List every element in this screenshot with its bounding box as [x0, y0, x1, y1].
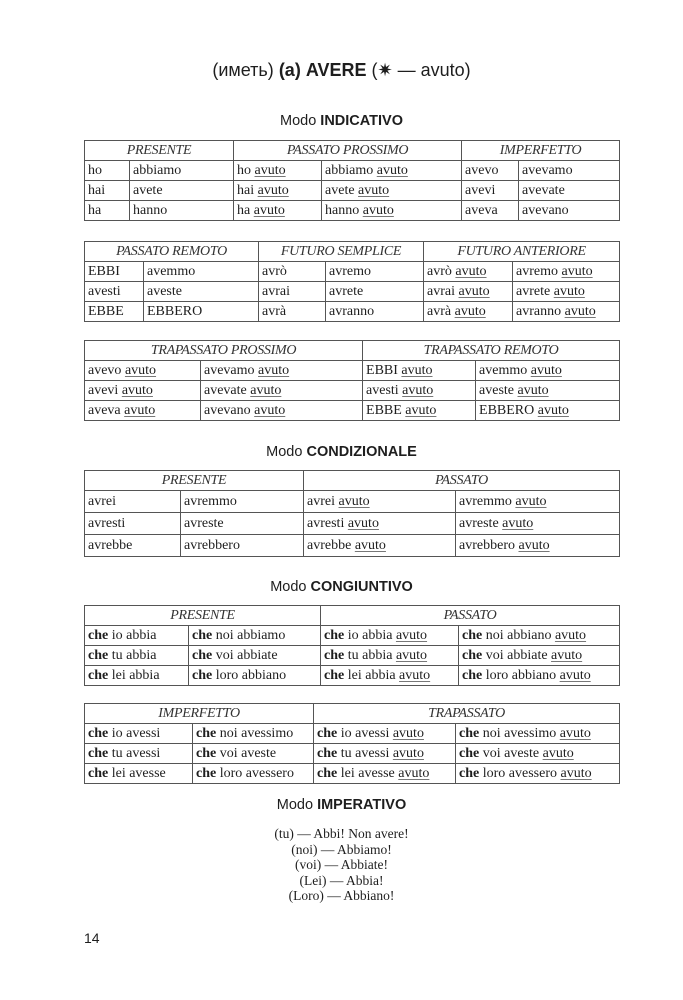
indicativo-table-2 — [84, 241, 620, 322]
che-particle: che — [196, 745, 217, 761]
conjugation-cell: che voi aveste avuto — [456, 744, 620, 764]
tense-header-row — [85, 141, 620, 161]
tense-header-row — [85, 341, 620, 361]
conjugation-cell: che voi abbiate avuto — [459, 646, 620, 666]
heading-name: CONDIZIONALE — [306, 444, 417, 460]
table-row — [85, 302, 620, 322]
indicativo-table-1 — [84, 140, 620, 221]
conjugation-cell: avrò — [259, 262, 326, 282]
conjugation-cell: EBBERO — [144, 302, 259, 322]
participle-avuto: avuto — [253, 202, 285, 218]
congiuntivo-table-1 — [84, 605, 620, 686]
participle-avuto: avuto — [560, 765, 592, 781]
conjugation-cell: che noi abbiano avuto — [459, 626, 620, 646]
conjugation-cell: aveste avuto — [476, 381, 620, 401]
che-particle: che — [462, 627, 483, 643]
tense-header: PASSATO — [304, 471, 620, 491]
table-row — [85, 201, 620, 221]
title-auxiliary: (a) — [278, 60, 301, 80]
participle-avuto: avuto — [458, 283, 490, 299]
heading-imperativo — [0, 797, 683, 813]
participle-avuto: avuto — [542, 745, 574, 761]
title-verb: AVERE — [305, 60, 367, 80]
heading-condizionale — [0, 444, 683, 460]
participle-avuto: avuto — [392, 745, 424, 761]
table-row — [85, 361, 620, 381]
conjugation-cell: EBBI avuto — [363, 361, 476, 381]
participle-avuto: avuto — [537, 402, 569, 418]
imperativo-list — [0, 826, 683, 904]
tense-header: IMPERFETTO — [462, 141, 620, 161]
tense-header: PRESENTE — [85, 606, 321, 626]
participle-avuto: avuto — [250, 382, 282, 398]
tense-header: IMPERFETTO — [85, 704, 314, 724]
che-particle: che — [88, 725, 109, 741]
conjugation-cell: avete avuto — [322, 181, 462, 201]
heading-name: CONGIUNTIVO — [310, 579, 413, 595]
conjugation-cell: avemmo avuto — [476, 361, 620, 381]
che-particle: che — [88, 765, 109, 781]
participle-avuto: avuto — [347, 516, 379, 531]
conjugation-cell: avevate avuto — [201, 381, 363, 401]
participle-avuto: avuto — [257, 182, 289, 198]
conjugation-cell: che noi avessimo — [193, 724, 314, 744]
conjugation-cell: EBBE — [85, 302, 144, 322]
conjugation-cell: avemmo — [144, 262, 259, 282]
conjugation-cell: che voi abbiate — [189, 646, 321, 666]
participle-avuto: avuto — [258, 362, 290, 378]
conjugation-cell: che io avessi — [85, 724, 193, 744]
participle-avuto: avuto — [376, 162, 408, 178]
conjugation-cell: avrebbe — [85, 535, 181, 557]
tense-header: PRESENTE — [85, 471, 304, 491]
participle-avuto: avuto — [254, 402, 286, 418]
che-particle: che — [88, 627, 109, 643]
conjugation-cell: avresti avuto — [304, 513, 456, 535]
table-row — [85, 764, 620, 784]
imperativo-line: (voi) — Abbiate! — [295, 857, 388, 872]
participle-avuto: avuto — [551, 647, 583, 663]
che-particle: che — [324, 627, 345, 643]
participle-avuto: avuto — [515, 494, 547, 509]
tense-header-row — [85, 606, 620, 626]
participle-avuto: avuto — [338, 494, 370, 509]
conjugation-cell: che noi avessimo avuto — [456, 724, 620, 744]
conjugation-cell: avrebbe avuto — [304, 535, 456, 557]
conjugation-cell: che loro avessero — [193, 764, 314, 784]
table-row — [85, 161, 620, 181]
che-particle: che — [324, 647, 345, 663]
tense-header: TRAPASSATO PROSSIMO — [85, 341, 363, 361]
table-row — [85, 626, 620, 646]
table-row — [85, 491, 620, 513]
conjugation-cell: avrà avuto — [424, 302, 513, 322]
participle-avuto: avuto — [124, 362, 157, 378]
table-row — [85, 513, 620, 535]
indicativo-table-3 — [84, 340, 620, 421]
conjugation-cell: che io avessi avuto — [314, 724, 456, 744]
conjugation-cell: avrò avuto — [424, 262, 513, 282]
conjugation-cell: avevano — [519, 201, 620, 221]
table-row — [85, 666, 620, 686]
tense-header: FUTURO SEMPLICE — [259, 242, 424, 262]
heading-indicativo — [0, 113, 683, 129]
table-row — [85, 535, 620, 557]
participle-avuto: avuto — [402, 382, 434, 398]
conjugation-cell: abbiamo avuto — [322, 161, 462, 181]
conjugation-cell: avrei — [85, 491, 181, 513]
conjugation-cell: avevamo — [519, 161, 620, 181]
conjugation-cell: avesti avuto — [363, 381, 476, 401]
table-row — [85, 401, 620, 421]
conjugation-cell: aveva avuto — [85, 401, 201, 421]
conjugation-cell: ho — [85, 161, 130, 181]
participle-avuto: avuto — [561, 263, 593, 279]
table-row — [85, 744, 620, 764]
heading-name: INDICATIVO — [320, 113, 403, 129]
conjugation-cell: EBBE avuto — [363, 401, 476, 421]
conjugation-cell: EBBERO avuto — [476, 401, 620, 421]
participle-avuto: avuto — [405, 402, 437, 418]
conjugation-cell: avremmo avuto — [456, 491, 620, 513]
tense-header: TRAPASSATO REMOTO — [363, 341, 620, 361]
conjugation-cell: avrai avuto — [424, 282, 513, 302]
participle-avuto: avuto — [517, 382, 549, 398]
participle-avuto: avuto — [502, 516, 534, 531]
conjugation-cell: che lei abbia avuto — [321, 666, 459, 686]
table-row — [85, 181, 620, 201]
conjugation-cell: avevano avuto — [201, 401, 363, 421]
table-row — [85, 724, 620, 744]
che-particle: che — [459, 725, 480, 741]
title-participle: (✷ — avuto) — [371, 60, 471, 80]
conjugation-cell: avranno — [326, 302, 424, 322]
imperativo-line: (noi) — Abbiamo! — [291, 841, 392, 857]
conjugation-cell: avevi avuto — [85, 381, 201, 401]
participle-avuto: avuto — [454, 303, 486, 319]
participle-avuto: avuto — [362, 202, 394, 218]
che-particle: che — [196, 765, 217, 781]
conjugation-cell: avevamo avuto — [201, 361, 363, 381]
tense-header: PRESENTE — [85, 141, 234, 161]
table-row — [85, 262, 620, 282]
participle-avuto: avuto — [559, 725, 591, 741]
participle-avuto: avuto — [395, 647, 428, 663]
participle-avuto: avuto — [254, 162, 286, 178]
conjugation-cell: avevo avuto — [85, 361, 201, 381]
heading-modo: Modo — [279, 113, 317, 129]
conjugation-cell: avrebbero avuto — [456, 535, 620, 557]
participle-avuto: avuto — [553, 283, 585, 299]
conjugation-cell: avete — [130, 181, 234, 201]
conjugation-cell: avrete — [326, 282, 424, 302]
che-particle: che — [317, 725, 338, 741]
conjugation-cell: avrebbero — [181, 535, 304, 557]
participle-avuto: avuto — [455, 263, 487, 279]
conjugation-cell: avranno avuto — [513, 302, 620, 322]
conjugation-cell: hai avuto — [234, 181, 322, 201]
che-particle: che — [88, 745, 109, 761]
conjugation-cell: che loro avessero avuto — [456, 764, 620, 784]
conjugation-cell: avremo avuto — [513, 262, 620, 282]
congiuntivo-table-2 — [84, 703, 620, 784]
participle-avuto: avuto — [559, 667, 591, 683]
conjugation-cell: che tu avessi avuto — [314, 744, 456, 764]
che-particle: che — [196, 725, 217, 741]
che-particle: che — [88, 667, 109, 683]
conjugation-cell: che tu avessi — [85, 744, 193, 764]
participle-avuto: avuto — [392, 725, 424, 741]
conjugation-cell: avremo — [326, 262, 424, 282]
conjugation-cell: che noi abbiamo — [189, 626, 321, 646]
conjugation-cell: che lei avesse — [85, 764, 193, 784]
che-particle: che — [324, 667, 345, 683]
participle-avuto: avuto — [399, 667, 431, 683]
conjugation-cell: che loro abbiano avuto — [459, 666, 620, 686]
che-particle: che — [462, 667, 483, 683]
conjugation-cell: hanno avuto — [322, 201, 462, 221]
conjugation-cell: avremmo — [181, 491, 304, 513]
conjugation-cell: avrai — [259, 282, 326, 302]
conjugation-cell: che loro abbiano — [189, 666, 321, 686]
conjugation-cell: che voi aveste — [193, 744, 314, 764]
conjugation-cell: avevi — [462, 181, 519, 201]
conjugation-cell: che tu abbia avuto — [321, 646, 459, 666]
conjugation-cell: che tu abbia — [85, 646, 189, 666]
table-row — [85, 381, 620, 401]
conjugation-cell: che lei avesse avuto — [314, 764, 456, 784]
conjugation-cell: avrà — [259, 302, 326, 322]
conjugation-cell: aveste — [144, 282, 259, 302]
conjugation-cell: avreste avuto — [456, 513, 620, 535]
table-row — [85, 282, 620, 302]
participle-avuto: avuto — [121, 382, 153, 398]
heading-modo: Modo — [270, 579, 307, 595]
tense-header-row — [85, 704, 620, 724]
conjugation-cell: EBBI — [85, 262, 144, 282]
conjugation-cell: hai — [85, 181, 130, 201]
conjugation-cell: avreste — [181, 513, 304, 535]
heading-name: IMPERATIVO — [317, 797, 407, 813]
che-particle: che — [459, 765, 480, 781]
conjugation-cell: ha avuto — [234, 201, 322, 221]
participle-avuto: avuto — [398, 765, 430, 781]
imperativo-line: (tu) — Abbi! Non avere! — [274, 826, 409, 841]
conjugation-cell: aveva — [462, 201, 519, 221]
participle-avuto: avuto — [564, 303, 596, 319]
che-particle: che — [462, 647, 483, 663]
heading-modo: Modo — [266, 444, 303, 460]
participle-avuto: avuto — [530, 362, 562, 378]
conjugation-cell: avrete avuto — [513, 282, 620, 302]
che-particle: che — [192, 627, 213, 643]
participle-avuto: avuto — [354, 538, 386, 553]
conjugation-cell: hanno — [130, 201, 234, 221]
imperativo-line: (Lei) — Abbia! — [299, 872, 384, 888]
conjugation-cell: ho avuto — [234, 161, 322, 181]
che-particle: che — [88, 647, 109, 663]
participle-avuto: avuto — [395, 627, 428, 643]
tense-header: TRAPASSATO — [314, 704, 620, 724]
table-row — [85, 646, 620, 666]
conjugation-cell: ha — [85, 201, 130, 221]
tense-header: PASSATO PROSSIMO — [234, 141, 462, 161]
participle-avuto: avuto — [401, 362, 433, 378]
conjugation-cell: che io abbia avuto — [321, 626, 459, 646]
participle-avuto: avuto — [124, 402, 156, 418]
title-translation: (иметь) — [212, 60, 274, 80]
tense-header-row — [85, 242, 620, 262]
heading-modo: Modo — [276, 797, 314, 813]
participle-avuto: avuto — [358, 182, 390, 198]
heading-congiuntivo — [0, 579, 683, 595]
conjugation-cell: avevate — [519, 181, 620, 201]
conjugation-cell: abbiamo — [130, 161, 234, 181]
conjugation-cell: che io abbia — [85, 626, 189, 646]
conjugation-cell: che lei abbia — [85, 666, 189, 686]
conjugation-cell: avrei avuto — [304, 491, 456, 513]
conjugation-cell: avresti — [85, 513, 181, 535]
che-particle: che — [192, 647, 213, 663]
page-title — [0, 60, 683, 81]
page-number: 14 — [84, 930, 100, 946]
tense-header-row — [85, 471, 620, 491]
condizionale-table — [84, 470, 620, 557]
tense-header: FUTURO ANTERIORE — [424, 242, 620, 262]
conjugation-cell: avesti — [85, 282, 144, 302]
che-particle: che — [317, 745, 338, 761]
che-particle: che — [317, 765, 338, 781]
imperativo-line: (Loro) — Abbiano! — [288, 888, 395, 903]
participle-avuto: avuto — [554, 627, 587, 643]
che-particle: che — [192, 667, 213, 683]
conjugation-cell: avevo — [462, 161, 519, 181]
participle-avuto: avuto — [518, 538, 550, 553]
tense-header: PASSATO REMOTO — [85, 242, 259, 262]
tense-header: PASSATO — [321, 606, 620, 626]
che-particle: che — [459, 745, 480, 761]
